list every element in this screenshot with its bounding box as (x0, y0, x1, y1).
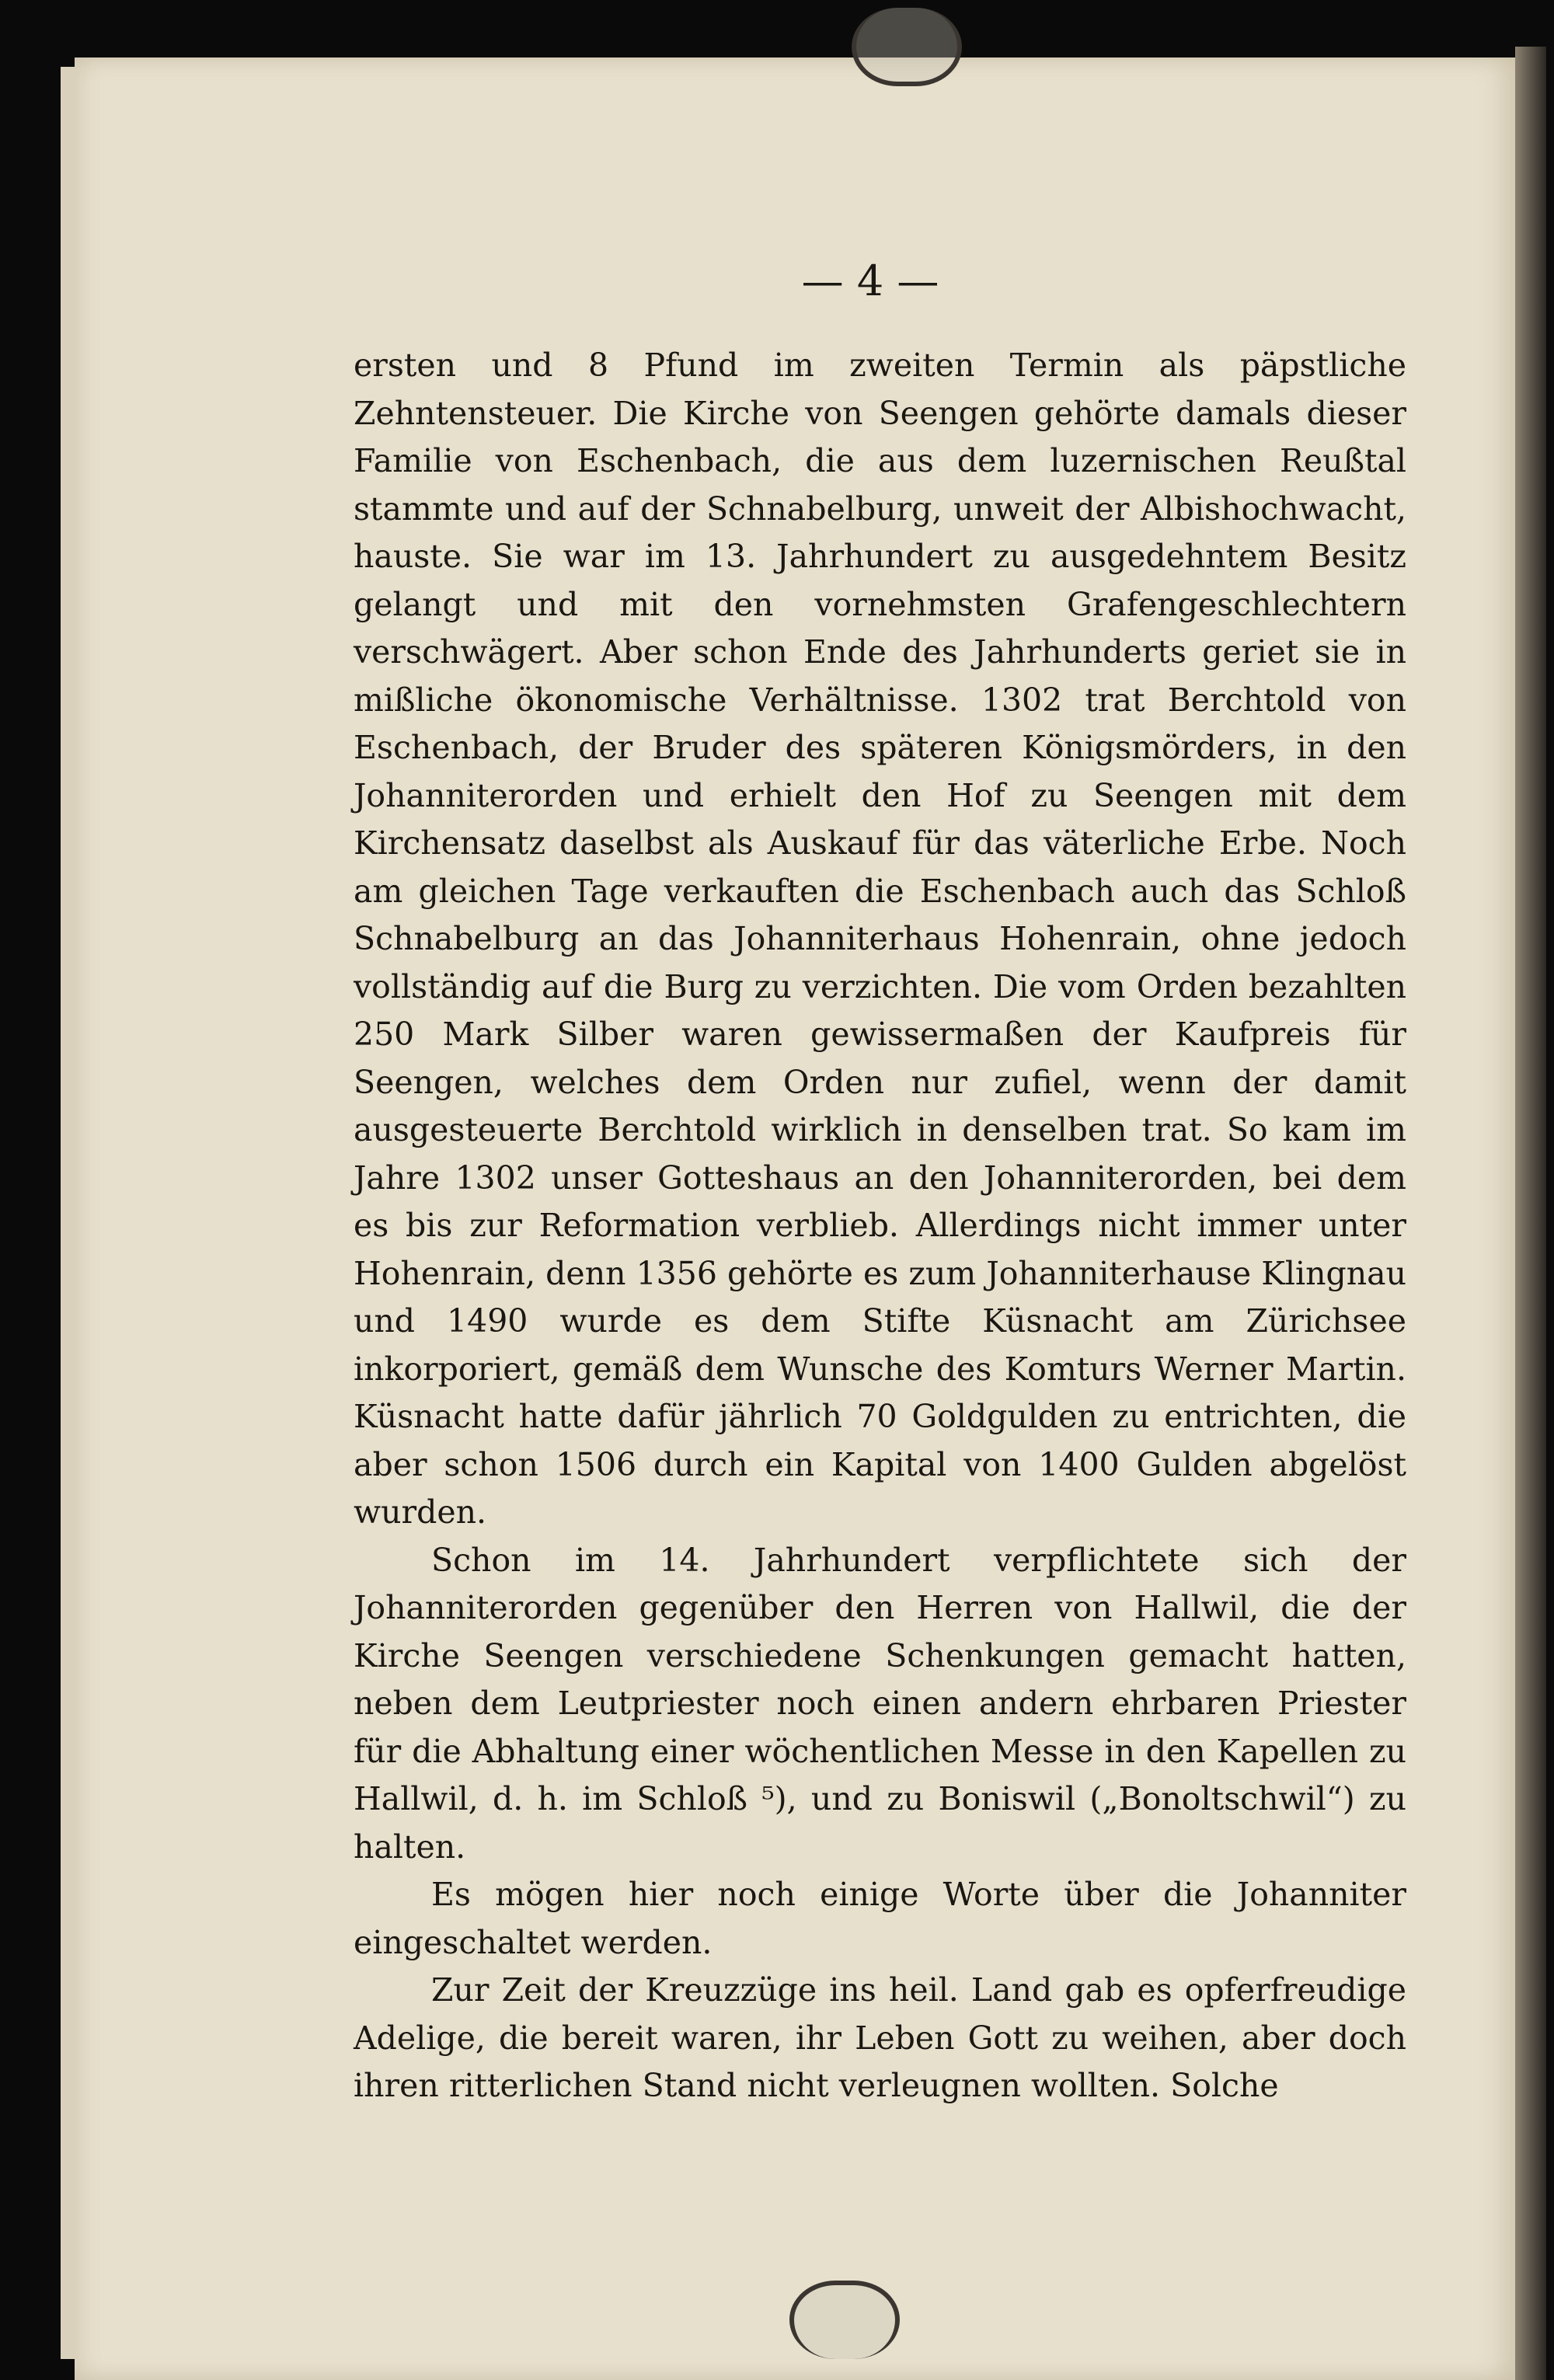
clip-icon (852, 8, 962, 86)
page-number: — 4 — (801, 256, 939, 305)
paragraph: ersten und 8 Pfund im zweiten Termin als päpstliche Zehntensteuer. Die Kirche von Seengen gehörte damals dieser Familie von Eschenbach, die aus dem luzernischen Reußtal stammte und auf der Schnabelburg, unweit der Albishochwacht, hauste. Sie war im 13. Jahrhundert zu ausgedehntem Besitz gelangt und mit den vornehmsten Grafengeschlechtern verschwägert. Aber schon Ende des Jahrhunderts geriet sie in mißliche ökonomische Verhältnisse. 1302 trat Berchtold von Eschenbach, der Bruder des späteren Königsmörders, in den Johanniterorden und erhielt den Hof zu Seengen mit dem Kirchensatz daselbst als Auskauf für das väterliche Erbe. Noch am gleichen Tage verkauften die Eschenbach auch das Schloß Schnabelburg an das Johanniterhaus Hohenrain, ohne jedoch vollständig auf die Burg zu verzichten. Die vom Orden bezahlten 250 Mark Silber waren gewissermaßen der Kaufpreis für Seengen, welches dem Orden nur zufiel, wenn der damit ausgesteuerte Berchtold wirklich in denselben trat. So kam im Jahre 1302 unser Gotteshaus an den Johanniterorden, bei dem es bis zur Reformation verblieb. Allerdings nicht immer unter Hohenrain, denn 1356 gehörte es zum Johanniterhause Klingnau und 1490 wurde es dem Stifte Küsnacht am Zürichsee inkorporiert, gemäß dem Wunsche des Komturs Werner Martin. Küsnacht hatte dafür jährlich 70 Goldgulden zu entrichten, die aber schon 1506 durch ein Kapital von 1400 Gulden abgelöst wurden. (354, 347, 1406, 1531)
paragraph: Es mögen hier noch einige Worte über die Johanniter eingeschaltet werden. (354, 1876, 1406, 1961)
paragraph: Zur Zeit der Kreuzzüge ins heil. Land gab es opferfreudige Adelige, die bereit waren, ihr Leben Gott zu weihen, aber doch ihren ritterlichen Stand nicht verleugnen wollten. Solche (354, 1971, 1406, 2104)
binding-shadow (1515, 47, 1546, 2380)
paragraph: Schon im 14. Jahrhundert verpflichtete sich der Johanniterorden gegenüber den Herren von Hallwil, die der Kirche Seengen verschiedene Schenkungen gemacht hatten, neben dem Leutpriester noch einen andern ehrbaren Priester für die Abhaltung einer wöchentlichen Messe in den Kapellen zu Hallwil, d. h. im Schloß ⁵), und zu Boniswil („Bonoltschwil“) zu halten. (354, 1541, 1406, 1866)
clip-icon (789, 2281, 900, 2359)
body-text (354, 342, 1406, 2110)
